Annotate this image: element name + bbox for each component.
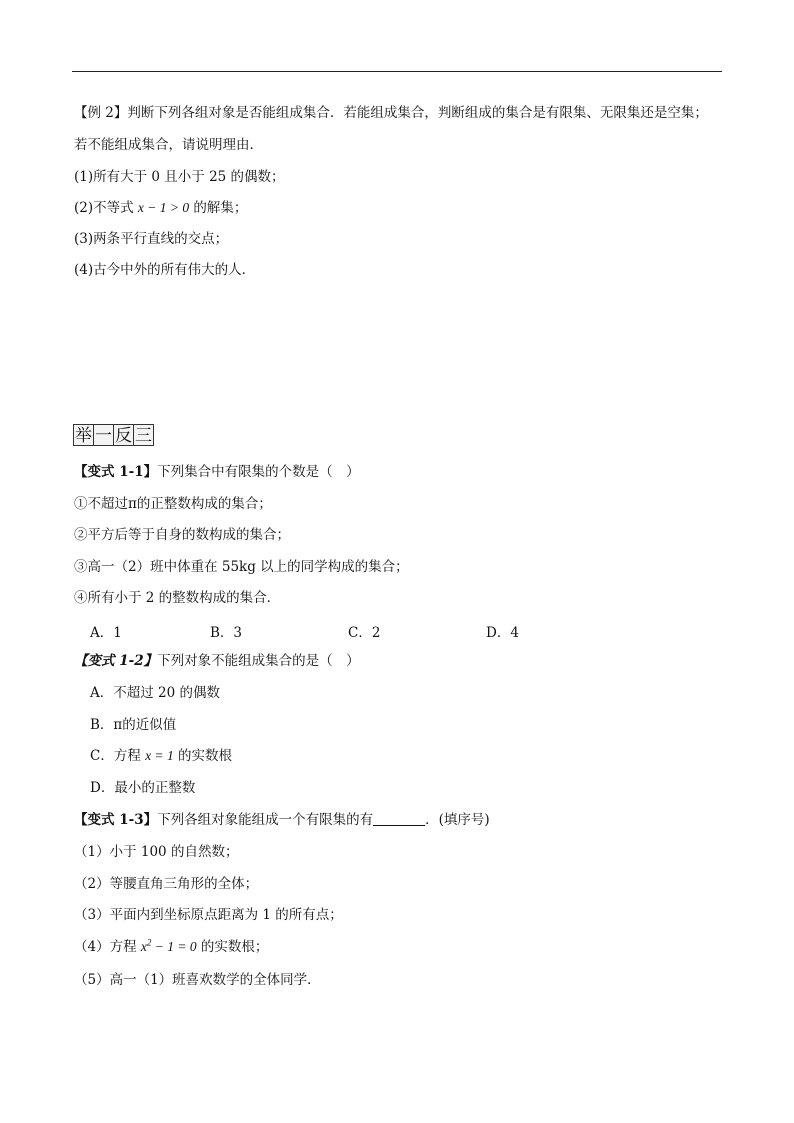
variant-1-1-tag: 【变式 1-1】 [74,464,158,480]
variant-1-3-tag: 【变式 1-3】 [74,812,158,828]
equation-math: x = 1 [145,748,174,763]
variant-1-2-option-a: A．不超过 20 的偶数 [90,685,221,701]
example-2-line2: 若不能组成集合，请说明理由． [74,137,263,153]
variant-1-3-item-5: （5）高一（1）班喜欢数学的全体同学． [74,972,321,988]
variant-1-3-question: 【变式 1-3】下列各组对象能组成一个有限集的有 ．(填序号) [74,812,490,828]
quadratic-math: $x^2 - 1 = 0$ [140,937,197,954]
section-char-1: 举 [75,426,92,446]
variant-1-2-option-d: D．最小的正整数 [90,780,196,796]
variant-1-3-item-2: （2）等腰直角三角形的全体； [74,876,259,892]
variant-1-2-option-c: C．方程 x = 1 的实数根 [90,748,233,764]
section-char-3: 反 [115,426,132,446]
variant-1-2-tag: 【变式 1-2】 [74,653,158,669]
section-title-box [72,424,154,446]
header-rule [72,71,722,72]
example-2-line1: 【例 2】判断下列各组对象是否能组成集合．若能组成集合，判断组成的集合是有限集、无限集还是空集； [74,105,708,121]
variant-1-1-item-4: ④所有小于 2 的整数构成的集合． [74,590,281,606]
variant-1-3-item-1: （1）小于 100 的自然数； [74,844,239,860]
variant-1-1-item-3: ③高一（2）班中体重在 55kg 以上的同学构成的集合； [74,559,409,575]
option-b: B．3 [210,625,243,641]
variant-1-2-question: 【变式 1-2】下列对象不能组成集合的是（ ） [74,653,360,669]
option-c: C．2 [348,625,381,641]
answer-blank[interactable] [373,811,425,826]
section-char-2: 一 [95,426,112,446]
variant-1-2-option-b: B．π的近似值 [90,717,177,733]
inequality-math: x − 1 > 0 [137,200,190,215]
example-2-item-3: (3)两条平行直线的交点； [74,231,229,247]
example-2-item-2: (2)不等式 x − 1 > 0 的解集； [74,200,248,216]
variant-1-1-item-1: ①不超过π的正整数构成的集合； [74,496,272,512]
example-2-item-1: (1)所有大于 0 且小于 25 的偶数； [74,169,285,185]
variant-1-1-options [90,621,650,639]
option-d: D．4 [486,625,519,641]
section-char-4: 三 [135,426,152,446]
variant-1-1-item-2: ②平方后等于自身的数构成的集合； [74,527,290,543]
variant-1-3-item-3: （3）平面内到坐标原点距离为 1 的所有点； [74,907,343,923]
variant-1-1-question: 【变式 1-1】下列集合中有限集的个数是（ ） [74,464,360,480]
variant-1-3-item-4: （4）方程 $x^2 - 1 = 0$ 的实数根； [74,937,269,955]
example-2-item-4: (4)古今中外的所有伟大的人． [74,262,256,278]
option-a: A．1 [90,625,122,641]
example-2-tag: 【例 2】 [74,105,128,121]
